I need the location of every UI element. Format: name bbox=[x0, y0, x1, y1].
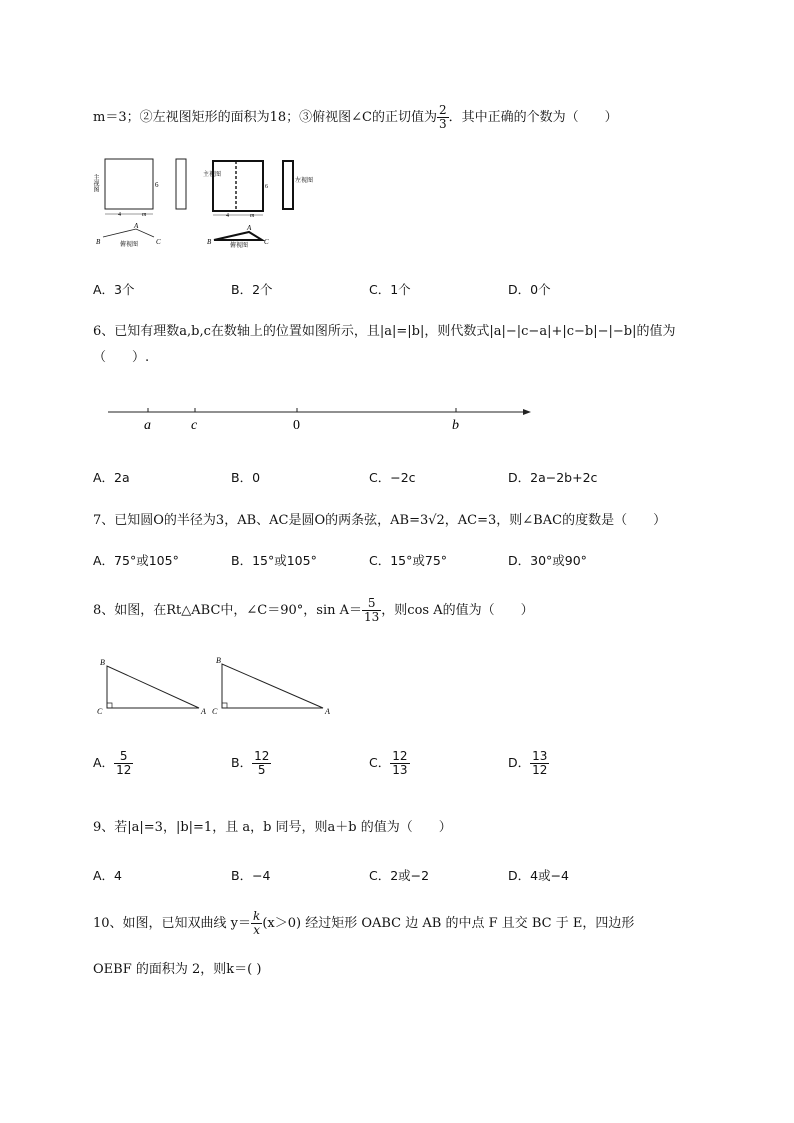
q8-option-d: D． $\frac{13}{12}$ bbox=[508, 749, 548, 777]
q8-option-b: B． $\frac{12}{5}$ bbox=[231, 749, 270, 777]
q7-option-d: D．30°或90° bbox=[508, 553, 587, 568]
svg-text:C: C bbox=[264, 238, 269, 246]
q8-option-a: A． $\frac{5}{12}$ bbox=[93, 749, 132, 777]
top-view-triangle bbox=[103, 229, 154, 237]
q7-option-b: B．15°或105° bbox=[231, 553, 317, 568]
axis-label-0: 0 bbox=[293, 418, 300, 433]
q6-option-a: A．2a bbox=[93, 470, 130, 485]
svg-text:B: B bbox=[96, 238, 101, 246]
q9-option-a: A．4 bbox=[93, 868, 123, 883]
q8-text bbox=[93, 597, 534, 624]
svg-text:C: C bbox=[97, 707, 103, 716]
q7-text: 7、已知圆O的半径为3，AB、AC是圆O的两条弦，AB=3√2，AC=3，则∠BAC的度数是（ ） bbox=[93, 513, 667, 528]
q9-option-c: C．2或−2 bbox=[369, 868, 430, 883]
svg-text:主视图: 主视图 bbox=[203, 172, 222, 178]
q8-option-c: C． $\frac{12}{13}$ bbox=[369, 749, 408, 777]
top-view-label: 俯视图 bbox=[120, 242, 139, 248]
q7-option-c: C．15°或75° bbox=[369, 553, 448, 568]
axis-label-a: a bbox=[144, 418, 151, 433]
svg-text:4: 4 bbox=[226, 213, 229, 219]
q9-option-b: B．−4 bbox=[231, 868, 271, 883]
q10-text-b: (x＞0) 经过矩形 OABC 边 AB 的中点 F 且交 BC 于 E，四边形 bbox=[262, 916, 635, 931]
q6-option-b: B．0 bbox=[231, 470, 261, 485]
triangle-1 bbox=[107, 666, 199, 708]
svg-text:C: C bbox=[212, 707, 218, 716]
svg-text:A: A bbox=[325, 707, 330, 716]
dim-6-a: 6 bbox=[155, 181, 159, 189]
dim-m-a: m bbox=[142, 212, 147, 218]
q6-text-line1: 6、已知有理数a,b,c在数轴上的位置如图所示，且|a|=|b|，则代数式|a|−|c−a|+|c−b|−|−b|的值为 bbox=[93, 324, 676, 339]
q6-text-line2: （ ）. bbox=[93, 350, 150, 365]
q5-option-a: A．3个 bbox=[93, 282, 135, 297]
top-view-triangle-2 bbox=[214, 232, 262, 240]
svg-text:B: B bbox=[216, 656, 221, 665]
q10-text bbox=[93, 910, 634, 937]
axis-label-c: c bbox=[191, 418, 198, 433]
q5-option-b: B．2个 bbox=[231, 282, 273, 297]
q5-fraction: $\frac{2}{3}$ bbox=[438, 103, 447, 131]
svg-text:A: A bbox=[134, 222, 139, 230]
front-view-rect bbox=[105, 159, 153, 209]
q5-text-b: ．其中正确的个数为（ ） bbox=[448, 110, 618, 125]
svg-text:B: B bbox=[100, 658, 105, 667]
svg-text:6: 6 bbox=[265, 184, 268, 190]
left-view-rect-2 bbox=[283, 161, 293, 209]
q5-three-view-figures bbox=[90, 152, 330, 252]
svg-text:左视图: 左视图 bbox=[295, 178, 314, 184]
q5-option-d: D．0个 bbox=[508, 282, 551, 297]
front-view-rect-2 bbox=[213, 161, 263, 211]
q8-text-b: ，则cos A的值为（ ） bbox=[381, 603, 534, 618]
svg-text:B: B bbox=[207, 238, 212, 246]
triangle-2 bbox=[222, 664, 323, 708]
q10-text-line2: OEBF 的面积为 2，则k＝( ) bbox=[93, 962, 262, 977]
q8-fraction: $\frac{5}{13}$ bbox=[364, 596, 380, 624]
q6-option-d: D．2a−2b+2c bbox=[508, 470, 598, 485]
q8-text-a: 8、如图，在Rt△ABC中，∠C＝90°，sin A＝ bbox=[93, 603, 363, 618]
q10-fraction: $\frac{k}{x}$ bbox=[253, 909, 261, 937]
q5-option-c: C．1个 bbox=[369, 282, 411, 297]
q9-text: 9、若|a|=3，|b|=1，且 a，b 同号，则a＋b 的值为（ ） bbox=[93, 820, 452, 835]
q6-number-line bbox=[105, 400, 535, 436]
front-view-label: 主视图 bbox=[92, 174, 98, 192]
svg-text:m: m bbox=[250, 213, 255, 219]
axis-label-b: b bbox=[452, 418, 459, 433]
svg-text:俯视图: 俯视图 bbox=[230, 243, 249, 249]
dim-4-a: 4 bbox=[118, 212, 121, 218]
q7-option-a: A．75°或105° bbox=[93, 553, 179, 568]
q9-option-d: D．4或−4 bbox=[508, 868, 570, 883]
left-view-rect bbox=[176, 159, 186, 209]
q8-triangles bbox=[95, 652, 345, 722]
q5-text bbox=[93, 104, 618, 131]
svg-text:C: C bbox=[156, 238, 161, 246]
q10-text-a: 10、如图，已知双曲线 y＝ bbox=[93, 916, 252, 931]
q5-text-a: m＝3；②左视图矩形的面积为18；③俯视图∠C的正切值为 bbox=[93, 110, 437, 125]
svg-text:A: A bbox=[201, 707, 206, 716]
svg-text:A: A bbox=[247, 224, 252, 232]
q6-option-c: C．−2c bbox=[369, 470, 416, 485]
